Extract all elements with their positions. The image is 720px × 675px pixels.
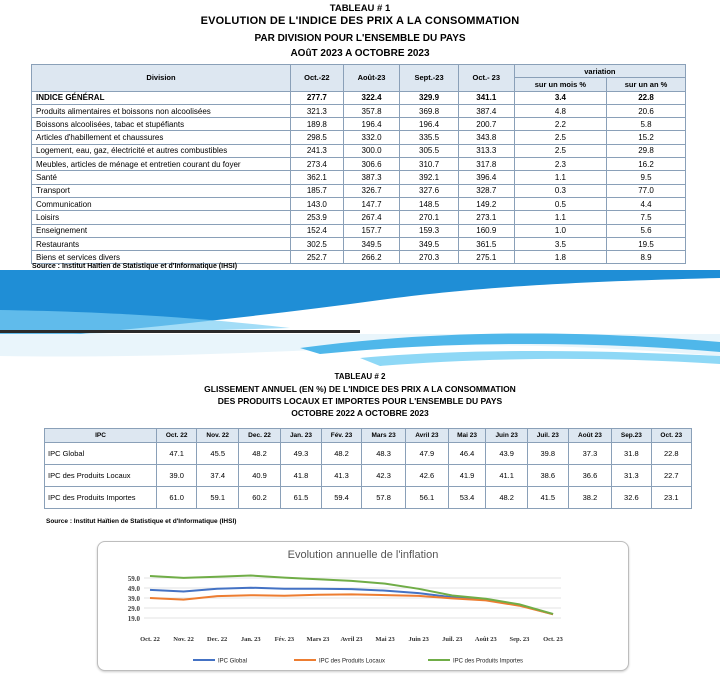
table-cell: 322.4 [343, 91, 400, 104]
table-cell: 41.8 [281, 465, 322, 487]
table-cell: 157.7 [343, 224, 400, 237]
table-cell: 321.3 [291, 104, 344, 117]
table-row [45, 465, 692, 487]
var-year-header: sur un an % [607, 78, 686, 91]
table-cell: 3.4 [514, 91, 606, 104]
table-cell: 1.1 [514, 171, 606, 184]
table-cell: 5.8 [607, 118, 686, 131]
table-row [32, 197, 686, 210]
x-tick-label: Juil. 23 [442, 636, 463, 643]
x-tick-label: Nov. 22 [173, 636, 194, 643]
table-cell: 2.5 [514, 131, 606, 144]
chart-x-axis [140, 636, 564, 643]
table-cell: 306.6 [343, 158, 400, 171]
table-cell: 300.0 [343, 144, 400, 157]
table2-subtitle: DES PRODUITS LOCAUX ET IMPORTES POUR L'ENSEMBLE DU PAYS [217, 396, 503, 406]
division-header: Division [32, 65, 291, 92]
x-tick-label: Fév. 23 [274, 636, 295, 643]
division-name: Santé [32, 171, 291, 184]
table-cell: 341.1 [458, 91, 514, 104]
x-tick-label: Mars 23 [306, 636, 330, 643]
table-cell: 273.1 [458, 211, 514, 224]
table-cell: 267.4 [343, 211, 400, 224]
table-cell: 31.3 [612, 465, 651, 487]
division-name: INDICE GÉNÉRAL [32, 91, 291, 104]
table-cell: 4.4 [607, 197, 686, 210]
table-row [32, 158, 686, 171]
table-row [32, 184, 686, 197]
table-cell: 2.5 [514, 144, 606, 157]
y-tick-label: 49.0 [127, 585, 140, 593]
table-cell: 46.4 [448, 443, 486, 465]
table-cell: 273.4 [291, 158, 344, 171]
table-cell: 0.5 [514, 197, 606, 210]
table2-col-header: Oct. 22 [157, 429, 197, 443]
table-cell: 2.3 [514, 158, 606, 171]
table-cell: 77.0 [607, 184, 686, 197]
table-row [32, 118, 686, 131]
table-cell: 48.3 [362, 443, 406, 465]
variation-header: variation [514, 65, 685, 78]
table-cell: 349.5 [343, 237, 400, 250]
table-cell: 22.7 [651, 465, 691, 487]
chart-title: Evolution annuelle de l'inflation [287, 549, 439, 561]
wave-dark-line [0, 330, 360, 333]
table-cell: 40.9 [239, 465, 281, 487]
x-tick-label: Août 23 [474, 636, 497, 643]
table-cell: 266.2 [343, 251, 400, 264]
wave-bottom-light [360, 351, 720, 366]
table2-col-header: Dec. 22 [239, 429, 281, 443]
table2-col-header: IPC [45, 429, 157, 443]
table-cell: 41.3 [321, 465, 361, 487]
annual-slip-table [44, 428, 692, 509]
table1-title: EVOLUTION DE L'INDICE DES PRIX A LA CONSOMMATION [200, 15, 520, 27]
table-cell: 335.5 [400, 131, 459, 144]
table-cell: 47.9 [406, 443, 449, 465]
table-cell: 48.2 [486, 487, 527, 509]
ipc-name: IPC Global [45, 443, 157, 465]
table-cell: 38.6 [527, 465, 568, 487]
table-cell: 20.6 [607, 104, 686, 117]
table-cell: 23.1 [651, 487, 691, 509]
table-cell: 61.0 [157, 487, 197, 509]
table-cell: 302.5 [291, 237, 344, 250]
table-cell: 37.4 [197, 465, 239, 487]
table-cell: 22.8 [607, 91, 686, 104]
table-cell: 0.3 [514, 184, 606, 197]
table-cell: 8.9 [607, 251, 686, 264]
table-cell: 39.0 [157, 465, 197, 487]
table-cell: 305.5 [400, 144, 459, 157]
table-cell: 310.7 [400, 158, 459, 171]
division-name: Biens et services divers [32, 251, 291, 264]
table2-col-header: Juil. 23 [527, 429, 568, 443]
table-cell: 159.3 [400, 224, 459, 237]
table-cell: 60.2 [239, 487, 281, 509]
table-cell: 5.6 [607, 224, 686, 237]
table2-source: Source : Institut Haïtien de Statistique et d'Informatique (IHSI) [46, 518, 237, 525]
table-cell: 1.1 [514, 211, 606, 224]
table-cell: 196.4 [343, 118, 400, 131]
table-cell: 196.4 [400, 118, 459, 131]
var-month-header: sur un mois % [514, 78, 606, 91]
table-cell: 61.5 [281, 487, 322, 509]
table-cell: 313.3 [458, 144, 514, 157]
cpi-division-table [31, 64, 686, 264]
division-name: Transport [32, 184, 291, 197]
table-row [32, 171, 686, 184]
table-cell: 29.8 [607, 144, 686, 157]
table-cell: 298.5 [291, 131, 344, 144]
table-cell: 41.1 [486, 465, 527, 487]
division-name: Restaurants [32, 237, 291, 250]
table-cell: 343.8 [458, 131, 514, 144]
y-tick-label: 59.0 [127, 575, 140, 583]
table-cell: 59.4 [321, 487, 361, 509]
division-name: Meubles, articles de ménage et entretien courant du foyer [32, 158, 291, 171]
table-cell: 160.9 [458, 224, 514, 237]
table-cell: 47.1 [157, 443, 197, 465]
division-name: Boissons alcoolisées, tabac et stupéfiants [32, 118, 291, 131]
x-tick-label: Sep. 23 [509, 636, 530, 643]
table-cell: 349.5 [400, 237, 459, 250]
legend-label: IPC des Produits Importes [453, 658, 524, 665]
table-cell: 387.3 [343, 171, 400, 184]
division-name: Logement, eau, gaz, électricité et autres combustibles [32, 144, 291, 157]
table-cell: 275.1 [458, 251, 514, 264]
legend-label: IPC Global [218, 658, 248, 665]
table-cell: 327.6 [400, 184, 459, 197]
chart-legend [193, 659, 523, 665]
table1-label: TABLEAU # 1 [329, 3, 391, 14]
table-cell: 53.4 [448, 487, 486, 509]
table-cell: 32.6 [612, 487, 651, 509]
table2-col-header: Juin 23 [486, 429, 527, 443]
col-header: Oct.-22 [291, 65, 344, 92]
table-cell: 56.1 [406, 487, 449, 509]
table-cell: 270.3 [400, 251, 459, 264]
division-name: Loisirs [32, 211, 291, 224]
x-tick-label: Avril 23 [340, 636, 363, 643]
table-cell: 253.9 [291, 211, 344, 224]
table-cell: 48.2 [239, 443, 281, 465]
table-cell: 328.7 [458, 184, 514, 197]
table2-col-header: Jan. 23 [281, 429, 322, 443]
table-cell: 39.8 [527, 443, 568, 465]
table-row [32, 91, 686, 104]
table-cell: 9.5 [607, 171, 686, 184]
table-cell: 361.5 [458, 237, 514, 250]
table-cell: 41.5 [527, 487, 568, 509]
table1-subtitle: PAR DIVISION POUR L'ENSEMBLE DU PAYS [254, 33, 466, 44]
table-cell: 42.3 [362, 465, 406, 487]
x-tick-label: Dec. 22 [207, 636, 228, 643]
table-cell: 252.7 [291, 251, 344, 264]
table2-col-header: Mars 23 [362, 429, 406, 443]
chart-series [150, 575, 553, 614]
table-cell: 59.1 [197, 487, 239, 509]
table-row [32, 144, 686, 157]
table-cell: 3.5 [514, 237, 606, 250]
division-name: Enseignement [32, 224, 291, 237]
table2-header-row [45, 429, 692, 443]
table-row [32, 131, 686, 144]
table-cell: 329.9 [400, 91, 459, 104]
table-cell: 49.3 [281, 443, 322, 465]
table-cell: 19.5 [607, 237, 686, 250]
table-cell: 241.3 [291, 144, 344, 157]
table-cell: 332.0 [343, 131, 400, 144]
table-cell: 1.8 [514, 251, 606, 264]
table-cell: 48.2 [321, 443, 361, 465]
table-cell: 43.9 [486, 443, 527, 465]
col-header: Sept.-23 [400, 65, 459, 92]
x-tick-label: Oct. 23 [543, 636, 563, 643]
division-name: Communication [32, 197, 291, 210]
x-tick-label: Mai 23 [375, 636, 395, 643]
table-row [32, 224, 686, 237]
table-cell: 143.0 [291, 197, 344, 210]
table-cell: 317.8 [458, 158, 514, 171]
table-row [45, 487, 692, 509]
table-cell: 2.2 [514, 118, 606, 131]
table-cell: 369.8 [400, 104, 459, 117]
table-cell: 15.2 [607, 131, 686, 144]
table-cell: 22.8 [651, 443, 691, 465]
table2-col-header: Avril 23 [406, 429, 449, 443]
table-cell: 185.7 [291, 184, 344, 197]
table-cell: 200.7 [458, 118, 514, 131]
col-header: Oct.- 23 [458, 65, 514, 92]
table-row [32, 251, 686, 264]
table-row [32, 104, 686, 117]
table-cell: 31.8 [612, 443, 651, 465]
inflation-chart [98, 542, 628, 670]
table-cell: 38.2 [568, 487, 611, 509]
table-cell: 148.5 [400, 197, 459, 210]
table-cell: 1.0 [514, 224, 606, 237]
y-tick-label: 39.0 [127, 595, 140, 603]
table2-title: GLISSEMENT ANNUEL (EN %) DE L'INDICE DES PRIX A LA CONSOMMATION [204, 384, 516, 394]
division-name: Produits alimentaires et boissons non alcoolisées [32, 104, 291, 117]
table2-col-header: Nov. 22 [197, 429, 239, 443]
table-cell: 45.5 [197, 443, 239, 465]
table-cell: 149.2 [458, 197, 514, 210]
ipc-name: IPC des Produits Importes [45, 487, 157, 509]
table-cell: 326.7 [343, 184, 400, 197]
table-cell: 42.6 [406, 465, 449, 487]
table2-period: OCTOBRE 2022 A OCTOBRE 2023 [291, 408, 429, 418]
table-cell: 37.3 [568, 443, 611, 465]
table-cell: 270.1 [400, 211, 459, 224]
table1-period: AOûT 2023 A OCTOBRE 2023 [290, 48, 430, 59]
table-cell: 277.7 [291, 91, 344, 104]
division-name: Articles d'habillement et chaussures [32, 131, 291, 144]
table-row [32, 237, 686, 250]
table2-col-header: Fév. 23 [321, 429, 361, 443]
table-row [45, 443, 692, 465]
x-tick-label: Jan. 23 [240, 636, 261, 643]
inflation-chart-panel [97, 541, 629, 671]
table-cell: 4.8 [514, 104, 606, 117]
table2-body [45, 443, 692, 509]
table2-col-header: Mai 23 [448, 429, 486, 443]
y-tick-label: 19.0 [127, 615, 140, 623]
wave-divider [0, 270, 720, 380]
table2-col-header: Oct. 23 [651, 429, 691, 443]
table-cell: 147.7 [343, 197, 400, 210]
table-cell: 16.2 [607, 158, 686, 171]
table2-col-header: Août 23 [568, 429, 611, 443]
table-cell: 7.5 [607, 211, 686, 224]
table-cell: 41.9 [448, 465, 486, 487]
table-cell: 392.1 [400, 171, 459, 184]
y-tick-label: 29.0 [127, 605, 140, 613]
col-header: Août-23 [343, 65, 400, 92]
chart-y-axis [128, 575, 141, 623]
table-cell: 362.1 [291, 171, 344, 184]
ipc-name: IPC des Produits Locaux [45, 465, 157, 487]
table-cell: 152.4 [291, 224, 344, 237]
x-tick-label: Oct. 22 [140, 636, 160, 643]
table2-label: TABLEAU # 2 [334, 372, 386, 381]
table-cell: 387.4 [458, 104, 514, 117]
table1-source: Source : Institut Haïtien de Statistique et d'Informatique (IHSI) [32, 263, 238, 270]
table-row [32, 211, 686, 224]
table-cell: 36.6 [568, 465, 611, 487]
table-cell: 396.4 [458, 171, 514, 184]
series-line [150, 594, 553, 614]
table1-body [32, 91, 686, 264]
table-cell: 357.8 [343, 104, 400, 117]
legend-label: IPC des Produits Locaux [319, 658, 386, 665]
table2-col-header: Sep.23 [612, 429, 651, 443]
table-cell: 189.8 [291, 118, 344, 131]
x-tick-label: Juin 23 [408, 636, 429, 643]
table-cell: 57.8 [362, 487, 406, 509]
